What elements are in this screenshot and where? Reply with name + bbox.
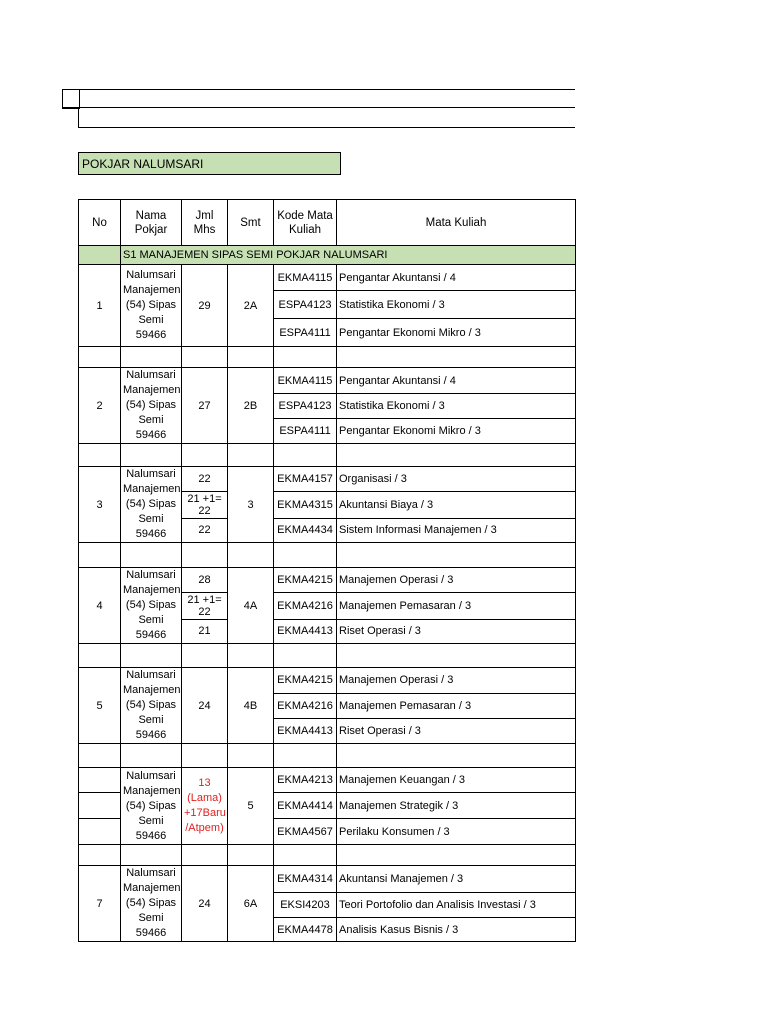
row-mata-kuliah: Akuntansi Biaya / 3 — [337, 492, 576, 518]
row-mata-kuliah: Riset Operasi / 3 — [337, 619, 576, 643]
header-row — [79, 200, 576, 246]
row-mata-kuliah: Pengantar Ekonomi Mikro / 3 — [337, 419, 576, 444]
row-jml-mhs: 24 — [182, 866, 228, 942]
top-border-line — [62, 89, 575, 90]
row-mata-kuliah: Analisis Kasus Bisnis / 3 — [337, 918, 576, 942]
table-row — [79, 467, 576, 492]
row-jml-mhs: 13 (Lama) +17Baru /Atpem) — [182, 768, 228, 845]
row-line — [78, 127, 575, 128]
spacer-row — [79, 845, 576, 866]
row-mata-kuliah: Manajemen Operasi / 3 — [337, 568, 576, 593]
row-nama-pokjar: Nalumsari Manajemen (54) Sipas Semi 59466 — [121, 768, 182, 845]
table-row — [79, 368, 576, 394]
row-jml-mhs: 21 +1= 22 — [182, 593, 228, 619]
row-kode: EKMA4314 — [274, 866, 337, 893]
spacer-row — [79, 347, 576, 368]
row-nama-pokjar: Nalumsari Manajemen (54) Sipas Semi 59466 — [121, 866, 182, 942]
row-no: 2 — [79, 368, 121, 444]
row-mata-kuliah: Teori Portofolio dan Analisis Investasi / 3 — [337, 892, 576, 918]
row-smt: 3 — [228, 467, 274, 543]
row-mata-kuliah: Statistika Ekonomi / 3 — [337, 394, 576, 419]
row-mata-kuliah: Manajemen Pemasaran / 3 — [337, 593, 576, 619]
row-no-empty — [79, 793, 121, 819]
section-row — [79, 246, 576, 265]
row-jml-mhs: 22 — [182, 467, 228, 492]
col-line — [78, 107, 79, 127]
row-jml-mhs: 21 — [182, 619, 228, 643]
row-nama-pokjar: Nalumsari Manajemen (54) Sipas Semi 59466 — [121, 568, 182, 644]
row-mata-kuliah: Manajemen Operasi / 3 — [337, 668, 576, 694]
table-row — [79, 568, 576, 593]
row-no — [79, 768, 121, 793]
table-row — [79, 768, 576, 793]
row-mata-kuliah: Statistika Ekonomi / 3 — [337, 291, 576, 319]
row-smt: 2B — [228, 368, 274, 444]
cell-box — [62, 89, 80, 109]
row-kode: EKMA4567 — [274, 819, 337, 845]
row-jml-mhs: 29 — [182, 265, 228, 347]
row-jml-mhs: 27 — [182, 368, 228, 444]
row-no: 4 — [79, 568, 121, 644]
row-nama-pokjar: Nalumsari Manajemen (54) Sipas Semi 59466 — [121, 368, 182, 444]
row-kode: EKMA4157 — [274, 467, 337, 492]
row-kode: EKMA4413 — [274, 619, 337, 643]
row-no: 7 — [79, 866, 121, 942]
row-mata-kuliah: Manajemen Pemasaran / 3 — [337, 693, 576, 719]
row-jml-mhs: 28 — [182, 568, 228, 593]
row-smt: 2A — [228, 265, 274, 347]
header-kode: Kode Mata Kuliah — [274, 200, 337, 246]
row-no: 3 — [79, 467, 121, 543]
row-nama-pokjar: Nalumsari Manajemen (54) Sipas Semi 59466 — [121, 467, 182, 543]
row-mata-kuliah: Sistem Informasi Manajemen / 3 — [337, 518, 576, 542]
row-mata-kuliah: Manajemen Strategik / 3 — [337, 793, 576, 819]
table-row — [79, 866, 576, 893]
table-row — [79, 668, 576, 694]
row-nama-pokjar: Nalumsari Manajemen (54) Sipas Semi 59466 — [121, 668, 182, 744]
header-no: No — [79, 200, 121, 246]
row-kode: ESPA4111 — [274, 419, 337, 444]
row-nama-pokjar: Nalumsari Manajemen (54) Sipas Semi 59466 — [121, 265, 182, 347]
row-kode: EKMA4414 — [274, 793, 337, 819]
row-mata-kuliah: Pengantar Akuntansi / 4 — [337, 368, 576, 394]
row-smt: 5 — [228, 768, 274, 845]
row-mata-kuliah: Manajemen Keuangan / 3 — [337, 768, 576, 793]
row-jml-mhs: 21 +1= 22 — [182, 492, 228, 518]
row-kode: EKMA4478 — [274, 918, 337, 942]
row-no: 1 — [79, 265, 121, 347]
row-mata-kuliah: Riset Operasi / 3 — [337, 719, 576, 744]
row-kode: EKMA4115 — [274, 265, 337, 291]
row-no-empty — [79, 819, 121, 845]
row-smt: 4A — [228, 568, 274, 644]
row-kode: EKMA4216 — [274, 693, 337, 719]
row-kode: EKMA4213 — [274, 768, 337, 793]
spacer-row — [79, 644, 576, 668]
row-mata-kuliah: Perilaku Konsumen / 3 — [337, 819, 576, 845]
row-kode: EKMA4216 — [274, 593, 337, 619]
row-kode: ESPA4123 — [274, 291, 337, 319]
header-jml-mhs: Jml Mhs — [182, 200, 228, 246]
row-kode: EKSI4203 — [274, 892, 337, 918]
header-nama-pokjar: Nama Pokjar — [121, 200, 182, 246]
row-mata-kuliah: Organisasi / 3 — [337, 467, 576, 492]
header-smt: Smt — [228, 200, 274, 246]
section-title: S1 MANAJEMEN SIPAS SEMI POKJAR NALUMSARI — [121, 246, 576, 265]
spacer-row — [79, 543, 576, 568]
spacer-row — [79, 444, 576, 467]
row-mata-kuliah: Pengantar Akuntansi / 4 — [337, 265, 576, 291]
row-jml-mhs: 22 — [182, 518, 228, 542]
spacer-row — [79, 744, 576, 768]
row-mata-kuliah: Pengantar Ekonomi Mikro / 3 — [337, 319, 576, 347]
row-smt: 6A — [228, 866, 274, 942]
page-title: POKJAR NALUMSARI — [78, 152, 341, 175]
row-no: 5 — [79, 668, 121, 744]
row-kode: EKMA4215 — [274, 568, 337, 593]
row-kode: EKMA4315 — [274, 492, 337, 518]
row-line — [62, 107, 575, 108]
schedule-table — [78, 199, 576, 942]
table-row — [79, 265, 576, 291]
row-smt: 4B — [228, 668, 274, 744]
row-kode: EKMA4413 — [274, 719, 337, 744]
row-jml-mhs: 24 — [182, 668, 228, 744]
header-mata-kuliah: Mata Kuliah — [337, 200, 576, 246]
row-kode: EKMA4115 — [274, 368, 337, 394]
row-kode: ESPA4111 — [274, 319, 337, 347]
row-kode: ESPA4123 — [274, 394, 337, 419]
row-mata-kuliah: Akuntansi Manajemen / 3 — [337, 866, 576, 893]
row-kode: EKMA4434 — [274, 518, 337, 542]
row-kode: EKMA4215 — [274, 668, 337, 694]
